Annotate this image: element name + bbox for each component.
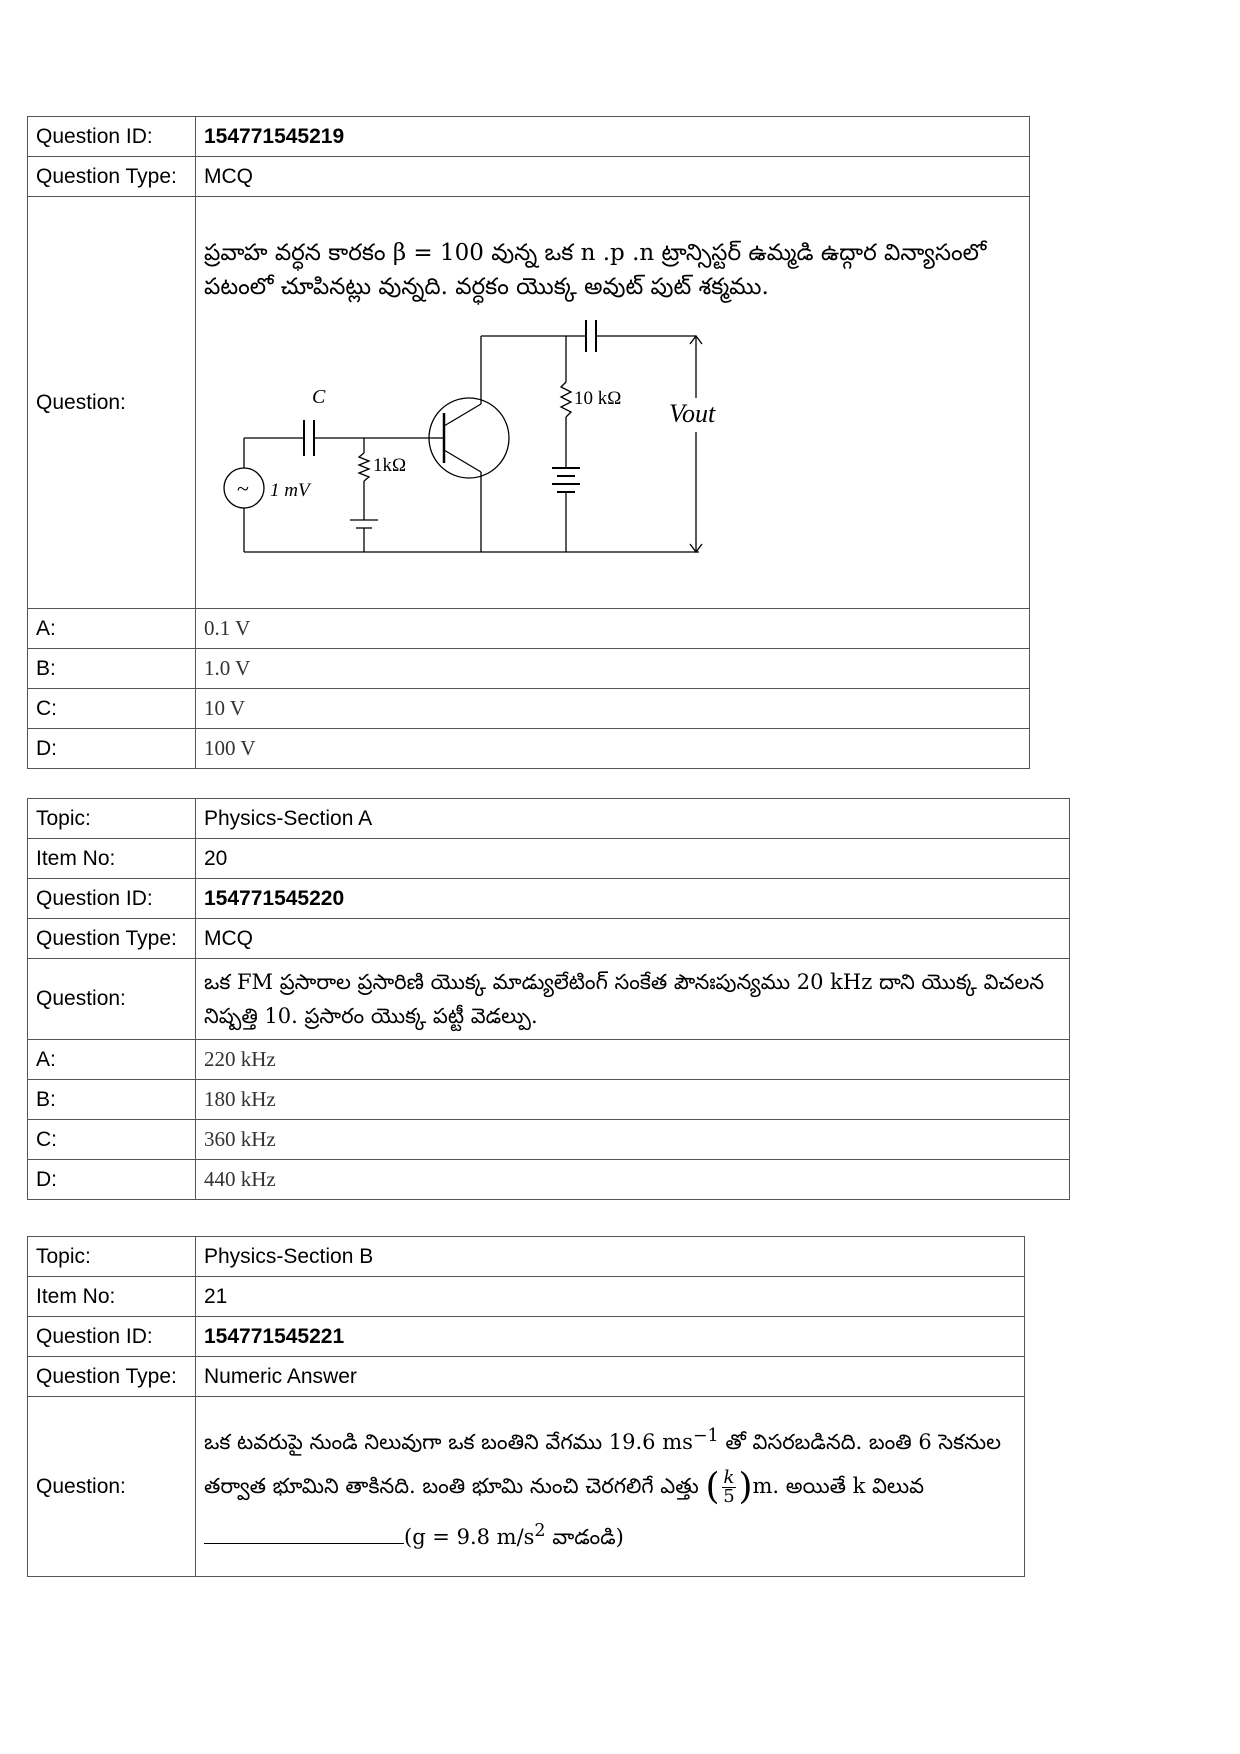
option-a-value: 0.1 V [196, 609, 1030, 649]
item-no-value: 21 [196, 1277, 1025, 1317]
option-b-value: 180 kHz [196, 1080, 1070, 1120]
item-no-value: 20 [196, 839, 1070, 879]
question-text-exponent: −1 [692, 1425, 719, 1446]
answer-blank [204, 1521, 404, 1544]
option-d-row [28, 1160, 1070, 1200]
option-b-row [28, 1080, 1070, 1120]
option-d-value: 100 V [196, 729, 1030, 769]
question-id-label: Question ID: [28, 879, 196, 919]
option-c-label: C: [28, 1120, 196, 1160]
question-id-row [28, 879, 1070, 919]
question-type-row [28, 919, 1070, 959]
item-no-row [28, 1277, 1025, 1317]
question-id-value: 154771545219 [196, 117, 1030, 157]
question-label: Question: [28, 959, 196, 1040]
question-type-row [28, 1357, 1025, 1397]
option-c-row [28, 1120, 1070, 1160]
question-id-value: 154771545220 [196, 879, 1070, 919]
question-text-part3: m. అయితే k విలువ [752, 1473, 925, 1498]
option-d-value: 440 kHz [196, 1160, 1070, 1200]
option-a-value: 220 kHz [196, 1040, 1070, 1080]
option-c-label: C: [28, 689, 196, 729]
question-row [28, 197, 1030, 609]
option-a-row [28, 609, 1030, 649]
topic-row [28, 799, 1070, 839]
question-text-exponent-2: 2 [534, 1521, 546, 1542]
open-paren: ( [705, 1466, 720, 1508]
topic-value: Physics-Section B [196, 1237, 1025, 1277]
fraction [722, 1466, 737, 1507]
topic-value: Physics-Section A [196, 799, 1070, 839]
question-id-row [28, 117, 1030, 157]
question-table-3 [27, 1236, 1025, 1577]
option-a-row [28, 1040, 1070, 1080]
question-type-label: Question Type: [28, 919, 196, 959]
question-text-part5: వాడండి) [545, 1525, 624, 1550]
item-no-row [28, 839, 1070, 879]
topic-label: Topic: [28, 1237, 196, 1277]
option-c-value: 360 kHz [196, 1120, 1070, 1160]
base-resistor-label: 1kΩ [373, 454, 407, 476]
collector-resistor [561, 382, 571, 417]
question-type-value: MCQ [196, 919, 1070, 959]
option-d-label: D: [28, 1160, 196, 1200]
question-id-row [28, 1317, 1025, 1357]
option-a-label: A: [28, 1040, 196, 1080]
source-symbol-label: ~ [237, 475, 249, 501]
option-c-value: 10 V [196, 689, 1030, 729]
question-type-row [28, 157, 1030, 197]
option-b-value: 1.0 V [196, 649, 1030, 689]
fraction-numerator: k [723, 1466, 735, 1488]
collector-resistor-label: 10 kΩ [574, 387, 622, 409]
question-id-value: 154771545221 [196, 1317, 1025, 1357]
option-c-row [28, 689, 1030, 729]
option-a-label: A: [28, 609, 196, 649]
question-table-1 [27, 116, 1030, 769]
question-row [28, 1397, 1025, 1577]
capacitor-label: C [312, 385, 326, 408]
question-type-label: Question Type: [28, 157, 196, 197]
topic-label: Topic: [28, 799, 196, 839]
question-label: Question: [28, 1397, 196, 1577]
vout-label: Vout [669, 398, 716, 428]
item-no-label: Item No: [28, 839, 196, 879]
topic-row [28, 1237, 1025, 1277]
circuit-diagram [214, 308, 774, 570]
close-paren: ) [738, 1466, 753, 1508]
question-text-part1: ఒక టవరుపై నుండి నిలువుగా ఒక బంతిని వేగము 19.6 ms [204, 1429, 693, 1454]
option-b-label: B: [28, 649, 196, 689]
item-no-label: Item No: [28, 1277, 196, 1317]
question-text: ప్రవాహ వర్ధన కారకం β = 100 వున్న ఒక n .p .n ట్రాన్సిస్టర్ ఉమ్మడి ఉద్గార విన్యాసంలో పటంలో చూపినట్లు వున్నది. వర్ధకం యొక్క అవుట్ పుట్ శక్మము. [204, 239, 987, 300]
question-type-value: MCQ [196, 157, 1030, 197]
fraction-denominator: 5 [723, 1485, 735, 1507]
question-type-label: Question Type: [28, 1357, 196, 1397]
question-table-2 [27, 798, 1070, 1200]
option-d-row [28, 729, 1030, 769]
question-text-part4: (g = 9.8 m/s [404, 1525, 535, 1550]
option-b-row [28, 649, 1030, 689]
source-voltage-label: 1 mV [270, 479, 310, 501]
base-resistor [359, 453, 369, 481]
option-b-label: B: [28, 1080, 196, 1120]
question-text: ఒక FM ప్రసారాల ప్రసారిణి యొక్క మాడ్యులేటింగ్ సంకేత పౌనఃపున్యము 20 kHz దాని యొక్క విచలన నిష్పత్తి 10. ప్రసారం యొక్క పట్టీ వెడల్పు. [196, 959, 1070, 1040]
question-row [28, 959, 1070, 1040]
option-d-label: D: [28, 729, 196, 769]
question-id-label: Question ID: [28, 1317, 196, 1357]
question-id-label: Question ID: [28, 117, 196, 157]
question-text-part2: తో విసరబడినది. బంతి 6 సెకనుల తర్వాత భూమిని తాకినది. బంతి భూమి నుంచి చెరగలిగే ఎత్తు [204, 1429, 1002, 1498]
question-text [196, 1397, 1025, 1577]
question-type-value: Numeric Answer [196, 1357, 1025, 1397]
question-label: Question: [28, 197, 196, 609]
question-body [196, 197, 1030, 609]
